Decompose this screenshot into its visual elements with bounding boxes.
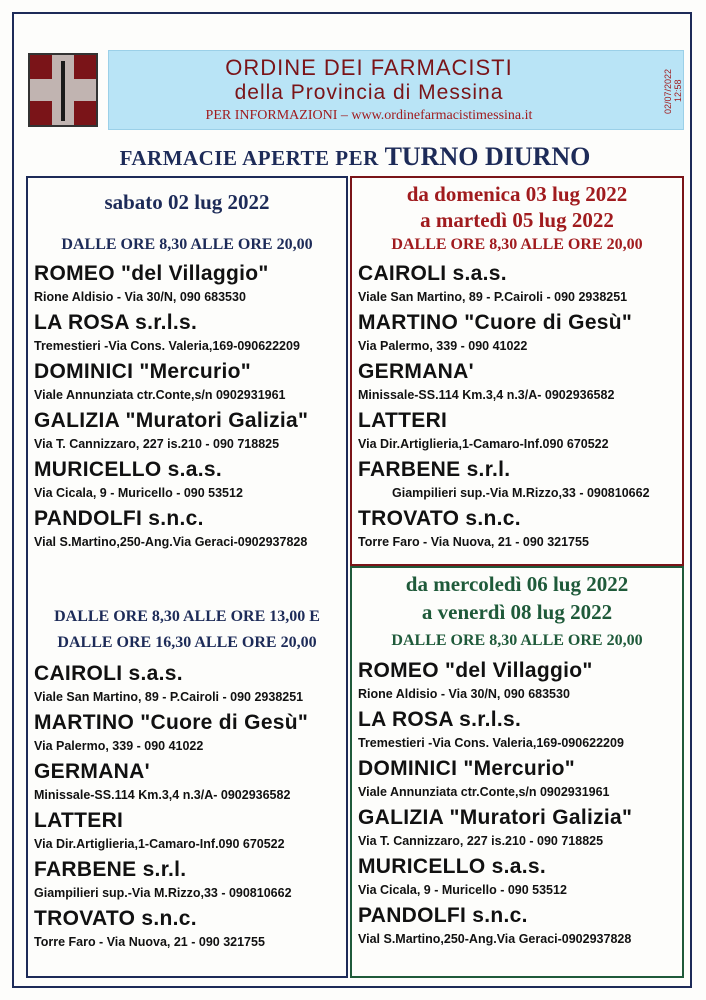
pharmacy-address: Via T. Cannizzaro, 227 is.210 - 090 718825	[358, 834, 604, 848]
pharmacy-address: Giampilieri sup.-Via M.Rizzo,33 - 090810662	[392, 486, 650, 500]
panel-hours: DALLE ORE 8,30 ALLE ORE 20,00	[391, 632, 643, 649]
pharmacy-entry	[358, 708, 676, 750]
pharmacy-name: GALIZIA "Muratori Galizia"	[358, 806, 633, 829]
pharmacy-name: MARTINO "Cuore di Gesù"	[358, 311, 633, 334]
pharmacy-entry	[34, 711, 352, 753]
pharmacy-entry	[34, 409, 352, 451]
panel-date-from: da mercoledì 06 lug 2022	[405, 572, 629, 596]
pharmacy-name: PANDOLFI s.n.c.	[34, 507, 204, 530]
panel-date: sabato 02 lug 2022	[104, 190, 270, 214]
panel-wednesday-friday	[350, 566, 684, 978]
pharmacy-address: Via T. Cannizzaro, 227 is.210 - 090 718825	[34, 437, 280, 451]
pharmacy-name: TROVATO s.n.c.	[34, 907, 197, 930]
pharmacy-entry	[34, 907, 352, 949]
pharmacy-entry	[34, 858, 352, 900]
pharmacy-address: Via Palermo, 339 - 090 41022	[34, 739, 204, 753]
pharmacy-name: ROMEO "del Villaggio"	[34, 262, 269, 285]
pharmacy-entry	[34, 262, 352, 304]
pharmacy-address: Vial S.Martino,250-Ang.Via Geraci-0902937828	[34, 535, 308, 549]
pharmacy-name: LATTERI	[358, 409, 448, 432]
print-timestamp: 02/07/2022 12:58	[663, 68, 683, 114]
header	[28, 48, 684, 128]
panel-saturday	[26, 176, 348, 978]
panel-hours: DALLE ORE 8,30 ALLE ORE 20,00	[391, 236, 643, 253]
pharmacy-name: LA ROSA s.r.l.s.	[358, 708, 522, 731]
caduceus-staff	[61, 61, 65, 121]
pharmacy-entry	[358, 659, 676, 701]
pharmacy-address: Viale San Martino, 89 - P.Cairoli - 090 2938251	[358, 290, 628, 304]
pharmacy-name: ROMEO "del Villaggio"	[358, 659, 593, 682]
pharmacy-entry	[34, 507, 352, 549]
pharmacy-address: Vial S.Martino,250-Ang.Via Geraci-0902937828	[358, 932, 632, 946]
pharmacy-address: Tremestieri -Via Cons. Valeria,169-090622209	[358, 736, 624, 750]
panel-date-to: a venerdì 08 lug 2022	[421, 600, 613, 624]
org-title: ORDINE DEI FARMACISTI	[225, 55, 513, 80]
pharmacy-entry	[358, 311, 676, 353]
pharmacy-address: Via Cicala, 9 - Muricello - 090 53512	[34, 486, 243, 500]
pharmacy-entry	[34, 360, 352, 402]
pharmacy-address: Minissale-SS.114 Km.3,4 n.3/A- 0902936582	[358, 388, 615, 402]
pharmacy-name: MARTINO "Cuore di Gesù"	[34, 711, 309, 734]
pharmacy-address: Viale Annunziata ctr.Conte,s/n 0902931961	[34, 388, 286, 402]
pharmacy-address: Torre Faro - Via Nuova, 21 - 090 321755	[358, 535, 589, 549]
pharmacy-name: CAIROLI s.a.s.	[34, 662, 183, 685]
pharmacy-name: LA ROSA s.r.l.s.	[34, 311, 198, 334]
pharmacy-entry	[358, 507, 676, 549]
pharmacy-address: Torre Faro - Via Nuova, 21 - 090 321755	[34, 935, 265, 949]
pharmacy-address: Tremestieri -Via Cons. Valeria,169-090622209	[34, 339, 300, 353]
panel-date-to: a martedì 05 lug 2022	[420, 208, 614, 232]
pharmacy-cross-logo	[28, 53, 98, 127]
pharmacy-address: Via Palermo, 339 - 090 41022	[358, 339, 528, 353]
page-title-part2: TURNO DIURNO	[384, 142, 591, 171]
pharmacy-name: PANDOLFI s.n.c.	[358, 904, 528, 927]
pharmacy-name: MURICELLO s.a.s.	[34, 458, 222, 481]
page-title-part1: FARMACIE APERTE PER	[119, 146, 385, 170]
pharmacy-address: Rione Aldisio - Via 30/N, 090 683530	[358, 687, 570, 701]
pharmacy-entry	[358, 360, 676, 402]
pharmacy-name: GERMANA'	[358, 360, 474, 383]
pharmacy-entry	[358, 806, 676, 848]
pharmacy-entry	[358, 458, 676, 500]
pharmacy-entry	[358, 904, 676, 946]
pharmacy-name: MURICELLO s.a.s.	[358, 855, 546, 878]
info-line: PER INFORMAZIONI – www.ordinefarmacistimessina.it	[205, 108, 533, 123]
pharmacy-address: Viale Annunziata ctr.Conte,s/n 0902931961	[358, 785, 610, 799]
pharmacy-entry	[34, 809, 352, 851]
pharmacy-name: FARBENE s.r.l.	[34, 858, 187, 881]
pharmacy-address: Giampilieri sup.-Via M.Rizzo,33 - 090810662	[34, 886, 292, 900]
pharmacy-address: Via Dir.Artiglieria,1-Camaro-Inf.090 670522	[358, 437, 609, 451]
pharmacy-name: LATTERI	[34, 809, 124, 832]
pharmacy-address: Via Dir.Artiglieria,1-Camaro-Inf.090 670522	[34, 837, 285, 851]
pharmacy-name: DOMINICI "Mercurio"	[358, 757, 575, 780]
pharmacy-address: Via Cicala, 9 - Muricello - 090 53512	[358, 883, 567, 897]
pharmacy-name: TROVATO s.n.c.	[358, 507, 521, 530]
pharmacy-address: Rione Aldisio - Via 30/N, 090 683530	[34, 290, 246, 304]
panel-hours-split-1: DALLE ORE 8,30 ALLE ORE 13,00 E	[54, 608, 320, 625]
pharmacy-entry	[34, 662, 352, 704]
pharmacy-entry	[34, 311, 352, 353]
header-banner	[108, 50, 684, 130]
pharmacy-entry	[358, 409, 676, 451]
panel-hours: DALLE ORE 8,30 ALLE ORE 20,00	[61, 236, 313, 253]
pharmacy-name: FARBENE s.r.l.	[358, 458, 511, 481]
pharmacy-entry	[34, 760, 352, 802]
org-subtitle: della Provincia di Messina	[234, 81, 504, 104]
pharmacy-name: DOMINICI "Mercurio"	[34, 360, 251, 383]
pharmacy-entry	[358, 855, 676, 897]
pharmacy-address: Minissale-SS.114 Km.3,4 n.3/A- 0902936582	[34, 788, 291, 802]
panel-hours-split-2: DALLE ORE 16,30 ALLE ORE 20,00	[57, 634, 317, 651]
pharmacy-entry	[34, 458, 352, 500]
pharmacy-name: CAIROLI s.a.s.	[358, 262, 507, 285]
panel-date-from: da domenica 03 lug 2022	[406, 182, 628, 206]
pharmacy-entry	[358, 757, 676, 799]
panel-sunday-tuesday	[350, 176, 684, 566]
pharmacy-name: GALIZIA "Muratori Galizia"	[34, 409, 309, 432]
pharmacy-address: Viale San Martino, 89 - P.Cairoli - 090 2938251	[34, 690, 304, 704]
pharmacy-name: GERMANA'	[34, 760, 150, 783]
pharmacy-entry	[358, 262, 676, 304]
page-title	[30, 142, 680, 172]
